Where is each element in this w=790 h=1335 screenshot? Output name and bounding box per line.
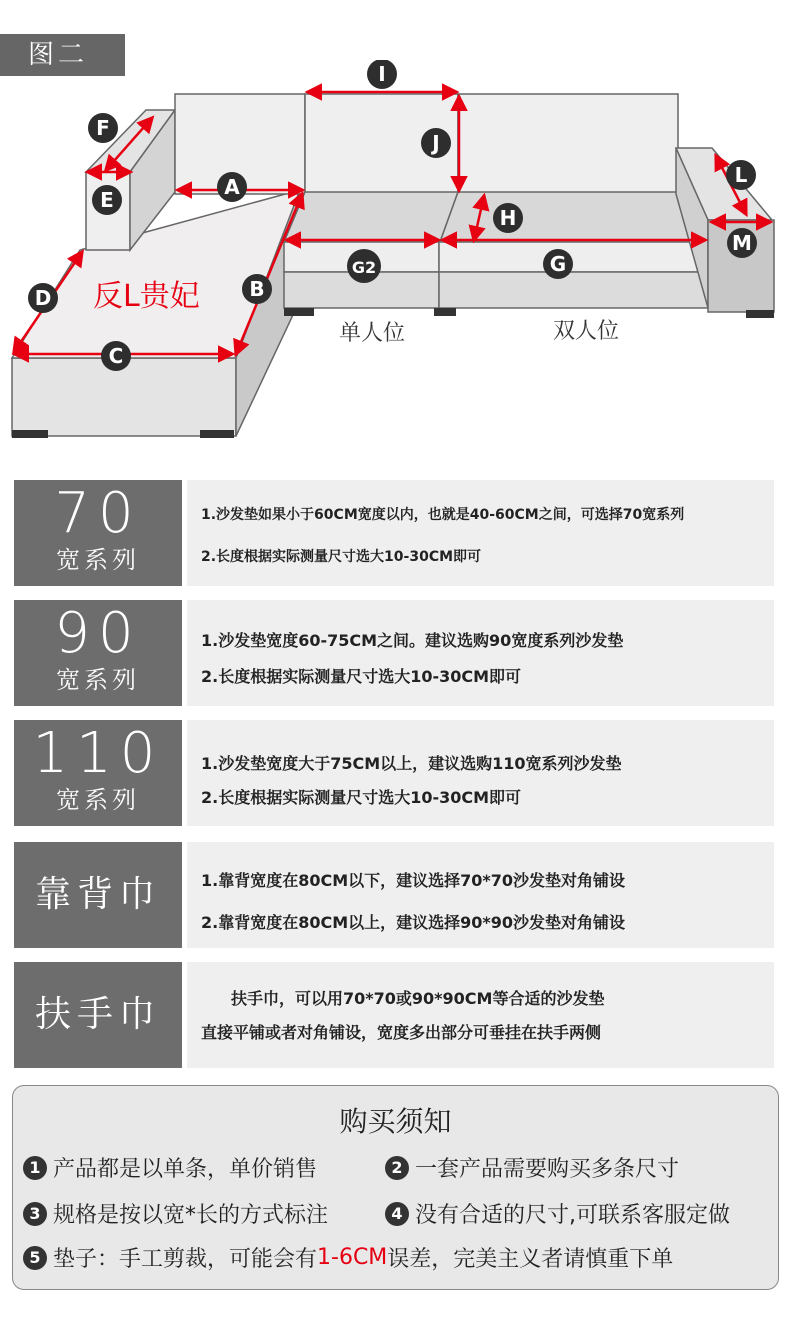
series-row-110 [14, 720, 774, 826]
series-label [14, 962, 182, 1068]
description-line: 2.长度根据实际测量尺寸选大10-30CM即可 [201, 788, 522, 807]
series-row-90 [14, 600, 774, 706]
series-label [14, 720, 182, 826]
marker-H [493, 203, 523, 233]
series-width: 70 [54, 481, 142, 546]
series-row-70 [14, 480, 774, 586]
series-description [187, 962, 774, 1068]
svg-text:B: B [249, 277, 265, 301]
svg-text:H: H [499, 206, 517, 230]
notice-item [23, 1152, 317, 1183]
svg-text:L: L [734, 163, 748, 187]
svg-text:M: M [732, 231, 752, 255]
description-line: 1.沙发垫如果小于60CM宽度以内，也就是40-60CM之间，可选择70宽系列 [201, 507, 685, 523]
description-line: 1.沙发垫宽度大于75CM以上，建议选购110宽系列沙发垫 [201, 754, 622, 773]
svg-text:E: E [100, 188, 114, 212]
notice-text: 误差，完美主义者请慎重下单 [387, 1247, 674, 1272]
marker-L [726, 160, 756, 190]
notice-item [23, 1198, 328, 1229]
number-badge: 2 [385, 1156, 409, 1180]
number-badge: 4 [385, 1202, 409, 1226]
series-label [14, 600, 182, 706]
marker-G2 [347, 249, 381, 283]
svg-text:G2: G2 [351, 258, 377, 277]
description-line: 直接平铺或者对角铺设，宽度多出部分可垂挂在扶手两侧 [201, 1023, 602, 1042]
notice-text: 一套产品需要购买多条尺寸 [415, 1157, 680, 1182]
series-description [187, 480, 774, 586]
double-seat-label: 双人位 [552, 319, 620, 344]
notice-item [385, 1198, 730, 1229]
notice-text: 垫子：手工剪裁，可能会有 [53, 1247, 318, 1272]
series-suffix: 宽系列 [56, 786, 140, 814]
series-width: 110 [32, 721, 164, 786]
svg-text:D: D [34, 286, 52, 310]
figure-tag: 图二 [0, 34, 125, 76]
number-badge: 1 [23, 1156, 47, 1180]
purchase-notice [12, 1085, 779, 1290]
marker-J [421, 128, 451, 158]
svg-text:A: A [224, 175, 240, 199]
svg-text:G: G [549, 252, 567, 276]
series-title: 扶手巾 [34, 994, 161, 1035]
notice-item [385, 1152, 679, 1183]
series-label [14, 480, 182, 586]
notice-title: 购买须知 [339, 1105, 452, 1138]
marker-F [88, 113, 118, 143]
series-label [14, 842, 182, 948]
notice-text: 没有合适的尺寸,可联系客服定做 [415, 1203, 730, 1228]
svg-text:I: I [378, 62, 386, 86]
series-title: 靠背巾 [34, 874, 161, 915]
series-suffix: 宽系列 [56, 666, 140, 694]
number-badge: 3 [23, 1202, 47, 1226]
series-description [187, 720, 774, 826]
series-row-armrest [14, 962, 774, 1068]
description-line: 2.长度根据实际测量尺寸选大10-30CM即可 [201, 667, 522, 686]
marker-I [367, 60, 397, 89]
marker-G [543, 249, 573, 279]
description-line: 1.沙发垫宽度60-75CM之间。建议选购90宽度系列沙发垫 [201, 631, 624, 650]
notice-text: 规格是按以宽*长的方式标注 [53, 1203, 329, 1228]
description-line: 扶手巾，可以用70*70或90*90CM等合适的沙发垫 [231, 989, 605, 1008]
notice-text: 产品都是以单条，单价销售 [53, 1157, 318, 1182]
sofa-diagram [0, 60, 790, 450]
notice-item [23, 1242, 673, 1273]
marker-A [217, 172, 247, 202]
sofa-main-section [284, 94, 774, 318]
marker-M [727, 228, 757, 258]
sofa-name-label: 反L贵妃 [93, 279, 200, 314]
svg-text:F: F [96, 116, 110, 140]
series-description [187, 842, 774, 948]
number-badge: 5 [23, 1246, 47, 1270]
marker-D [28, 283, 58, 313]
svg-text:C: C [108, 344, 124, 368]
series-row-backrest [14, 842, 774, 948]
single-seat-label: 单人位 [338, 321, 406, 346]
description-line: 2.靠背宽度在80CM以上，建议选择90*90沙发垫对角铺设 [201, 913, 626, 932]
series-suffix: 宽系列 [56, 546, 140, 574]
svg-text:J: J [432, 131, 440, 155]
description-line: 1.靠背宽度在80CM以下，建议选择70*70沙发垫对角铺设 [201, 871, 626, 890]
marker-E [92, 185, 122, 215]
error-range: 1-6CM [317, 1245, 388, 1270]
marker-B [242, 274, 272, 304]
description-line: 2.长度根据实际测量尺寸选大10-30CM即可 [201, 549, 482, 565]
series-description [187, 600, 774, 706]
series-width: 90 [54, 601, 142, 666]
marker-C [101, 341, 131, 371]
chaise-section [12, 94, 305, 438]
